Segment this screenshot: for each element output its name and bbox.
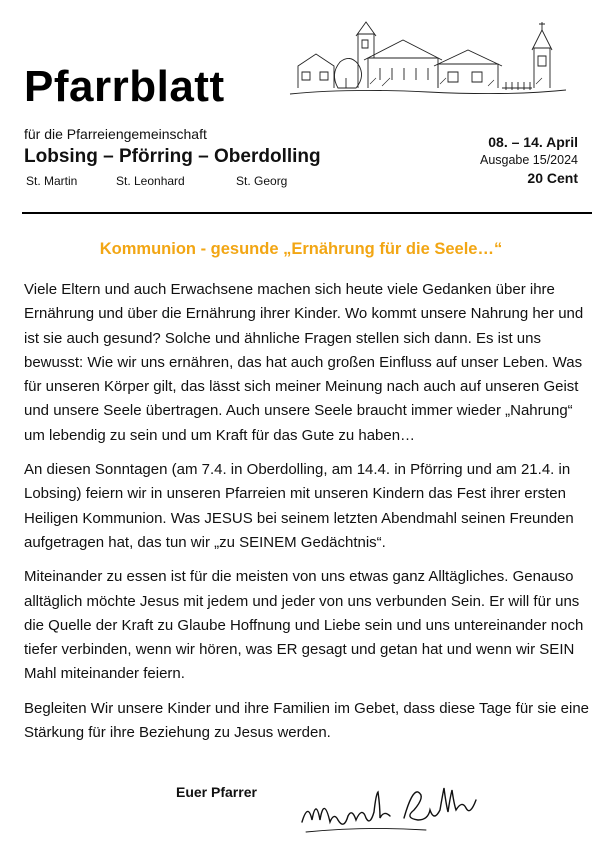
article-paragraph: Viele Eltern und auch Erwachsene machen sich heute viele Gedanken über ihre Ernährung und über die Ernährung ihrer Kinder. Wo kommt unsere Nahrung her und ist sie auch gesund? Solche und ähnliche Fragen stellen sich dann. Es ist uns bewusst: Wie wir uns ernähren, das hat auch großen Einfluss auf unser Leben. Was für unseren Körper gilt, das lässt sich meiner Meinung nach auch auf unseren Geist und unsere Seele übertragen. Auch unsere Seele braucht immer wieder „Nahrung“ um lebendig zu sein und um Kraft für das Gute zu haben… [24,281,584,444]
masthead-title: Pfarrblatt [24,62,225,111]
saint-leonhard: St. Leonhard [116,174,185,188]
header-divider [22,212,592,214]
article-headline: Kommunion - gesunde „Ernährung für die Seele…“ [99,240,503,258]
masthead-subtitle: für die Pfarreiengemeinschaft [24,126,207,142]
article-body [24,278,590,755]
article-paragraph: Miteinander zu essen ist für die meisten von uns etwas ganz Alltägliches. Genauso alltäglich möchte Jesus mit jedem und jeder von uns verbunden Sein. Er will für uns die Quelle der Kraft zu Glaube Hoffnung und Liebe sein und uns untereinander noch tiefer verbinden, wenn wir hören, was ER gesagt und getan hat und wenn wir SEIN Mahl miteinander feiern. [24,568,584,683]
closing-greeting: Euer Pfarrer [176,784,257,800]
article-paragraph: Begleiten Wir unsere Kinder und ihre Familien im Gebet, dass diese Tage für sie eine Stärkung für ihre Beziehung zu Jesus werden. [24,699,590,742]
saint-martin: St. Martin [26,174,78,188]
church-sketch-icon [288,18,568,100]
issue-price: 20 Cent [527,169,578,186]
handwritten-signature-icon [300,782,520,840]
parish-names: Lobsing – Pförring – Oberdolling [24,146,321,167]
article-paragraph: An diesen Sonntagen (am 7.4. in Oberdolling, am 14.4. in Pförring und am 21.4. in Lobsing) feiern wir in unseren Pfarreien mit unseren Kindern das Fest ihrer ersten Heiligen Kommunion. Was JESUS bei seinem letzten Abendmahl seinen Freunden aufgetragen hat, das tun wir „zu SEINEM Gedächtnis“. [24,461,574,551]
saint-georg: St. Georg [236,174,288,188]
issue-dates: 08. – 14. April [488,134,578,150]
issue-edition: Ausgabe 15/2024 [479,152,578,167]
issue-info [480,133,578,188]
